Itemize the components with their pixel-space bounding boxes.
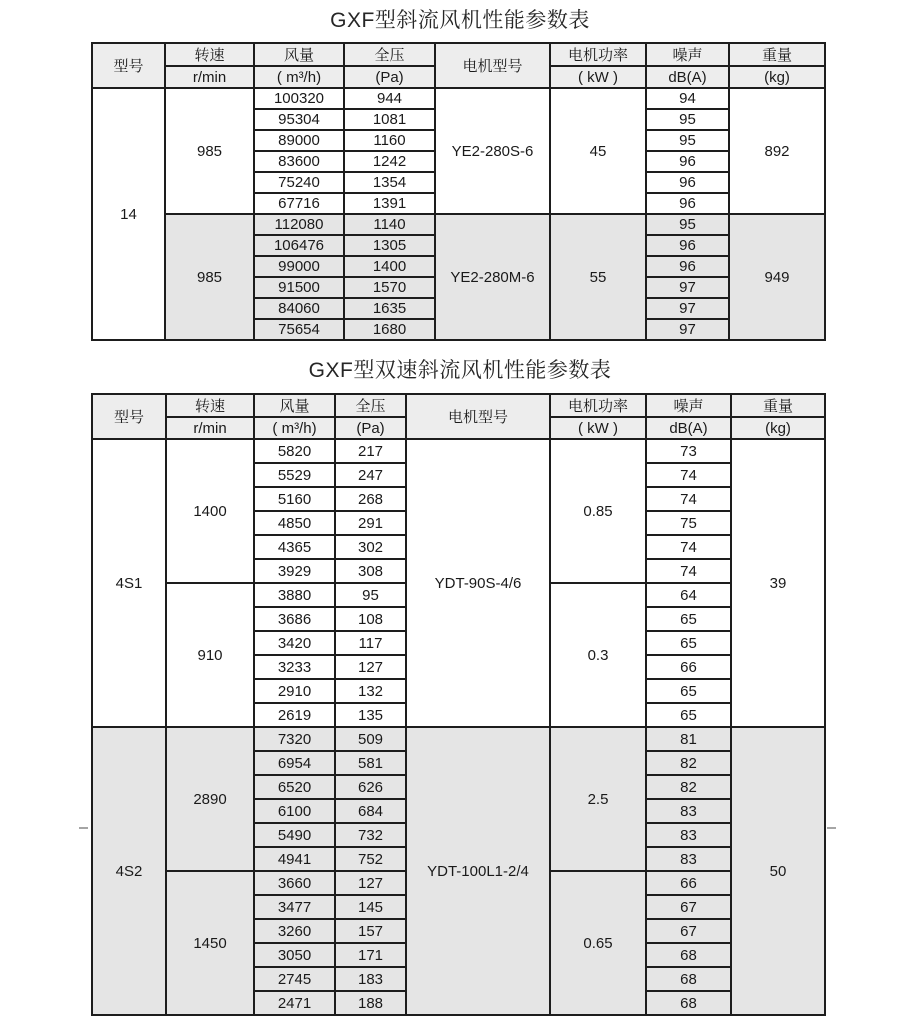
table2-title: GXF型双速斜流风机性能参数表 — [308, 359, 612, 382]
cell-pressure: 1635 — [344, 298, 435, 319]
cell-pressure: 626 — [335, 775, 406, 799]
cell-noise: 65 — [646, 679, 731, 703]
cell-power: 0.3 — [550, 583, 646, 727]
cell-pressure: 732 — [335, 823, 406, 847]
cell-pressure: 944 — [344, 88, 435, 109]
header-power: 电机功率 — [550, 43, 646, 66]
cell-speed: 985 — [165, 88, 254, 214]
header-noise: 噪声 — [646, 394, 731, 417]
cell-noise: 96 — [646, 235, 729, 256]
header-motor: 电机型号 — [435, 43, 550, 88]
cell-flow: 3477 — [254, 895, 335, 919]
cell-noise: 83 — [646, 847, 731, 871]
cell-flow: 83600 — [254, 151, 344, 172]
cell-flow: 2910 — [254, 679, 335, 703]
cell-noise: 65 — [646, 703, 731, 727]
cell-noise: 95 — [646, 214, 729, 235]
cell-noise: 96 — [646, 151, 729, 172]
cell-pressure: 752 — [335, 847, 406, 871]
cell-noise: 82 — [646, 775, 731, 799]
cell-model: 4S1 — [92, 439, 166, 727]
cell-flow: 84060 — [254, 298, 344, 319]
header-power: 电机功率 — [550, 394, 646, 417]
cell-pressure: 581 — [335, 751, 406, 775]
cell-speed: 985 — [165, 214, 254, 340]
cell-flow: 95304 — [254, 109, 344, 130]
cell-noise: 74 — [646, 535, 731, 559]
cell-pressure: 302 — [335, 535, 406, 559]
header-power-unit: ( kW ) — [550, 417, 646, 439]
table1-title: GXF型斜流风机性能参数表 — [330, 9, 590, 32]
cell-pressure: 157 — [335, 919, 406, 943]
cell-noise: 64 — [646, 583, 731, 607]
cell-flow: 3260 — [254, 919, 335, 943]
cell-flow: 2745 — [254, 967, 335, 991]
cell-noise: 96 — [646, 172, 729, 193]
scan-artifact-dash-right — [827, 827, 836, 829]
cell-noise: 82 — [646, 751, 731, 775]
header-flow: 风量 — [254, 43, 344, 66]
cell-pressure: 1160 — [344, 130, 435, 151]
cell-pressure: 268 — [335, 487, 406, 511]
cell-weight: 949 — [729, 214, 825, 340]
cell-noise: 68 — [646, 991, 731, 1015]
cell-flow: 2619 — [254, 703, 335, 727]
cell-pressure: 127 — [335, 655, 406, 679]
header-model: 型号 — [92, 394, 166, 439]
cell-flow: 75240 — [254, 172, 344, 193]
cell-pressure: 308 — [335, 559, 406, 583]
cell-pressure: 1570 — [344, 277, 435, 298]
cell-flow: 75654 — [254, 319, 344, 340]
cell-noise: 66 — [646, 655, 731, 679]
cell-noise: 68 — [646, 967, 731, 991]
cell-pressure: 1391 — [344, 193, 435, 214]
cell-motor: YDT-100L1-2/4 — [406, 727, 550, 1015]
cell-noise: 68 — [646, 943, 731, 967]
cell-pressure: 145 — [335, 895, 406, 919]
cell-flow: 3050 — [254, 943, 335, 967]
cell-pressure: 117 — [335, 631, 406, 655]
cell-pressure: 1680 — [344, 319, 435, 340]
cell-speed: 1400 — [166, 439, 254, 583]
header-pressure: 全压 — [335, 394, 406, 417]
cell-pressure: 684 — [335, 799, 406, 823]
cell-pressure: 1354 — [344, 172, 435, 193]
cell-pressure: 1400 — [344, 256, 435, 277]
cell-weight: 892 — [729, 88, 825, 214]
header-speed: 转速 — [166, 394, 254, 417]
cell-flow: 99000 — [254, 256, 344, 277]
cell-flow: 100320 — [254, 88, 344, 109]
cell-pressure: 1242 — [344, 151, 435, 172]
cell-noise: 75 — [646, 511, 731, 535]
cell-noise: 67 — [646, 895, 731, 919]
cell-noise: 74 — [646, 487, 731, 511]
cell-flow: 5529 — [254, 463, 335, 487]
cell-flow: 3880 — [254, 583, 335, 607]
cell-motor: YE2-280S-6 — [435, 88, 550, 214]
cell-pressure: 247 — [335, 463, 406, 487]
cell-noise: 83 — [646, 799, 731, 823]
cell-noise: 96 — [646, 193, 729, 214]
cell-flow: 6520 — [254, 775, 335, 799]
header-model: 型号 — [92, 43, 165, 88]
header-flow-unit: ( m³/h) — [254, 66, 344, 88]
cell-noise: 83 — [646, 823, 731, 847]
cell-power: 0.65 — [550, 871, 646, 1015]
header-speed-unit: r/min — [166, 417, 254, 439]
cell-noise: 96 — [646, 256, 729, 277]
cell-power: 0.85 — [550, 439, 646, 583]
cell-flow: 3660 — [254, 871, 335, 895]
cell-noise: 66 — [646, 871, 731, 895]
cell-power: 55 — [550, 214, 646, 340]
cell-noise: 81 — [646, 727, 731, 751]
gxf-fan-performance-table — [91, 42, 826, 341]
cell-pressure: 509 — [335, 727, 406, 751]
cell-pressure: 171 — [335, 943, 406, 967]
header-speed: 转速 — [165, 43, 254, 66]
header-pressure: 全压 — [344, 43, 435, 66]
cell-flow: 2471 — [254, 991, 335, 1015]
cell-pressure: 132 — [335, 679, 406, 703]
cell-weight: 39 — [731, 439, 825, 727]
cell-pressure: 1081 — [344, 109, 435, 130]
cell-flow: 5820 — [254, 439, 335, 463]
header-weight: 重量 — [731, 394, 825, 417]
cell-flow: 91500 — [254, 277, 344, 298]
cell-flow: 6954 — [254, 751, 335, 775]
cell-flow: 4365 — [254, 535, 335, 559]
cell-pressure: 1305 — [344, 235, 435, 256]
cell-noise: 65 — [646, 607, 731, 631]
cell-flow: 5160 — [254, 487, 335, 511]
cell-pressure: 183 — [335, 967, 406, 991]
cell-flow: 5490 — [254, 823, 335, 847]
header-pressure-unit: (Pa) — [344, 66, 435, 88]
cell-motor: YDT-90S-4/6 — [406, 439, 550, 727]
cell-pressure: 135 — [335, 703, 406, 727]
cell-pressure: 1140 — [344, 214, 435, 235]
cell-flow: 6100 — [254, 799, 335, 823]
cell-noise: 74 — [646, 463, 731, 487]
gxf-dual-speed-fan-performance-table — [91, 393, 826, 1016]
header-noise-unit: dB(A) — [646, 417, 731, 439]
header-noise-unit: dB(A) — [646, 66, 729, 88]
cell-power: 45 — [550, 88, 646, 214]
cell-pressure: 127 — [335, 871, 406, 895]
header-pressure-unit: (Pa) — [335, 417, 406, 439]
scan-artifact-dash-left — [79, 827, 88, 829]
cell-flow: 3420 — [254, 631, 335, 655]
cell-pressure: 291 — [335, 511, 406, 535]
header-motor: 电机型号 — [406, 394, 550, 439]
cell-noise: 97 — [646, 298, 729, 319]
cell-noise: 73 — [646, 439, 731, 463]
cell-flow: 112080 — [254, 214, 344, 235]
cell-flow: 67716 — [254, 193, 344, 214]
cell-model: 4S2 — [92, 727, 166, 1015]
header-weight: 重量 — [729, 43, 825, 66]
header-flow: 风量 — [254, 394, 335, 417]
cell-flow: 3686 — [254, 607, 335, 631]
cell-noise: 97 — [646, 277, 729, 298]
header-noise: 噪声 — [646, 43, 729, 66]
cell-flow: 7320 — [254, 727, 335, 751]
header-weight-unit: (kg) — [729, 66, 825, 88]
cell-flow: 89000 — [254, 130, 344, 151]
header-flow-unit: ( m³/h) — [254, 417, 335, 439]
cell-weight: 50 — [731, 727, 825, 1015]
cell-noise: 97 — [646, 319, 729, 340]
cell-flow: 4941 — [254, 847, 335, 871]
cell-pressure: 95 — [335, 583, 406, 607]
cell-flow: 3233 — [254, 655, 335, 679]
cell-flow: 106476 — [254, 235, 344, 256]
cell-noise: 65 — [646, 631, 731, 655]
cell-speed: 910 — [166, 583, 254, 727]
cell-pressure: 188 — [335, 991, 406, 1015]
cell-pressure: 217 — [335, 439, 406, 463]
header-weight-unit: (kg) — [731, 417, 825, 439]
cell-power: 2.5 — [550, 727, 646, 871]
cell-speed: 2890 — [166, 727, 254, 871]
cell-flow: 4850 — [254, 511, 335, 535]
cell-pressure: 108 — [335, 607, 406, 631]
cell-noise: 67 — [646, 919, 731, 943]
cell-model: 14 — [92, 88, 165, 340]
cell-noise: 95 — [646, 130, 729, 151]
cell-motor: YE2-280M-6 — [435, 214, 550, 340]
cell-speed: 1450 — [166, 871, 254, 1015]
header-speed-unit: r/min — [165, 66, 254, 88]
cell-noise: 95 — [646, 109, 729, 130]
cell-flow: 3929 — [254, 559, 335, 583]
cell-noise: 74 — [646, 559, 731, 583]
cell-noise: 94 — [646, 88, 729, 109]
header-power-unit: ( kW ) — [550, 66, 646, 88]
